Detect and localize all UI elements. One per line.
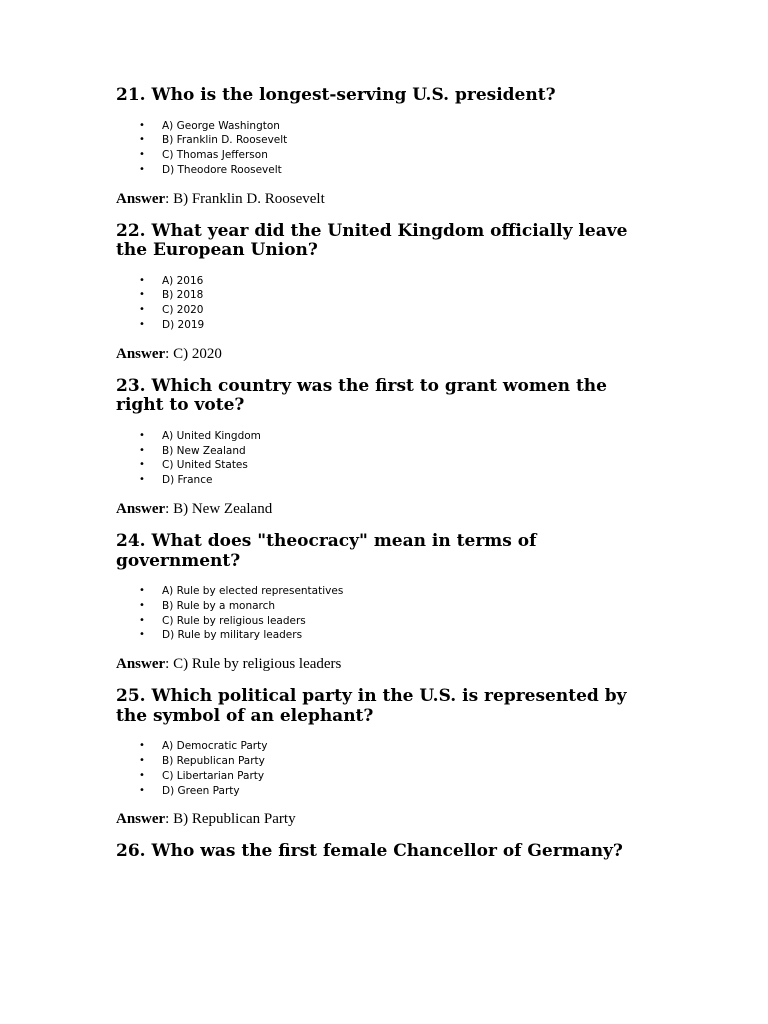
option-text: A) George Washington (162, 119, 280, 132)
option-text: C) Libertarian Party (162, 769, 265, 782)
question-block (116, 842, 656, 862)
answer-line (116, 190, 656, 208)
option-item (116, 584, 656, 599)
bullet-icon: • (139, 585, 145, 597)
option-text: C) 2020 (162, 304, 204, 317)
bullet-icon: • (139, 614, 145, 626)
answer-text: : B) New Zealand (165, 501, 273, 518)
option-text: C) Rule by religious leaders (162, 614, 306, 627)
option-item (116, 444, 656, 459)
bullet-icon: • (139, 444, 145, 456)
option-item (116, 274, 656, 289)
bullet-icon: • (139, 289, 145, 301)
bullet-icon: • (139, 474, 145, 486)
option-item (116, 458, 656, 473)
option-item (116, 614, 656, 629)
option-text: B) Franklin D. Roosevelt (162, 134, 288, 147)
question-title: 26. Who was the first female Chancellor of Germany? (116, 841, 623, 862)
option-text: D) Theodore Roosevelt (162, 163, 282, 176)
question-block (116, 532, 656, 673)
answer-line (116, 345, 656, 363)
question-block (116, 86, 656, 208)
option-item (116, 769, 656, 784)
option-list (116, 739, 656, 798)
question-block (116, 377, 656, 518)
option-list (116, 119, 656, 178)
bullet-icon: • (139, 769, 145, 781)
bullet-icon: • (139, 629, 145, 641)
bullet-icon: • (139, 459, 145, 471)
option-item (116, 148, 656, 163)
option-item (116, 599, 656, 614)
answer-line (116, 655, 656, 673)
bullet-icon: • (139, 319, 145, 331)
option-text: A) Rule by elected representatives (162, 585, 344, 598)
option-text: C) United States (162, 459, 248, 472)
answer-text: : B) Republican Party (165, 811, 296, 828)
option-item (116, 303, 656, 318)
option-item (116, 119, 656, 134)
option-text: D) Rule by military leaders (162, 629, 303, 642)
answer-label: Answer (116, 501, 166, 518)
question-block (116, 222, 656, 363)
question-title: 21. Who is the longest-serving U.S. president? (116, 85, 556, 105)
answer-text: : C) 2020 (165, 345, 222, 362)
question-title: 23. Which country was the first to grant women the right to vote? (116, 375, 607, 416)
answer-label: Answer (116, 811, 166, 828)
bullet-icon: • (139, 134, 145, 146)
question-title: 22. What year did the United Kingdom officially leave the European Union? (116, 220, 628, 261)
answer-line (116, 810, 656, 828)
option-text: B) 2018 (162, 289, 204, 302)
option-item (116, 628, 656, 643)
option-item (116, 784, 656, 799)
option-text: B) New Zealand (162, 444, 246, 457)
answer-label: Answer (116, 345, 166, 362)
bullet-icon: • (139, 149, 145, 161)
option-item (116, 754, 656, 769)
option-list (116, 429, 656, 488)
bullet-icon: • (139, 740, 145, 752)
option-text: D) France (162, 474, 213, 487)
question-title: 25. Which political party in the U.S. is represented by the symbol of an elephant? (116, 686, 627, 726)
option-item (116, 429, 656, 444)
option-list (116, 584, 656, 643)
answer-text: : C) Rule by religious leaders (165, 656, 342, 673)
answer-label: Answer (116, 190, 166, 207)
option-list (116, 274, 656, 333)
option-item (116, 163, 656, 178)
document-page (116, 86, 656, 876)
option-text: D) 2019 (162, 319, 205, 332)
option-text: D) Green Party (162, 784, 240, 797)
option-item (116, 133, 656, 148)
bullet-icon: • (139, 274, 145, 286)
question-title: 24. What does "theocracy" mean in terms of government? (116, 531, 537, 571)
answer-text: : B) Franklin D. Roosevelt (165, 190, 325, 207)
bullet-icon: • (139, 119, 145, 131)
bullet-icon: • (139, 429, 145, 441)
option-item (116, 739, 656, 754)
question-block (116, 687, 656, 828)
option-item (116, 318, 656, 333)
bullet-icon: • (139, 163, 145, 175)
bullet-icon: • (139, 599, 145, 611)
option-text: A) Democratic Party (162, 740, 268, 753)
option-item (116, 288, 656, 303)
option-text: C) Thomas Jefferson (162, 149, 268, 162)
bullet-icon: • (139, 755, 145, 767)
option-text: B) Rule by a monarch (162, 599, 276, 612)
bullet-icon: • (139, 784, 145, 796)
option-text: B) Republican Party (162, 755, 265, 768)
option-text: A) United Kingdom (162, 429, 261, 442)
option-text: A) 2016 (162, 274, 204, 287)
option-item (116, 473, 656, 488)
answer-label: Answer (116, 656, 166, 673)
bullet-icon: • (139, 304, 145, 316)
answer-line (116, 500, 656, 518)
